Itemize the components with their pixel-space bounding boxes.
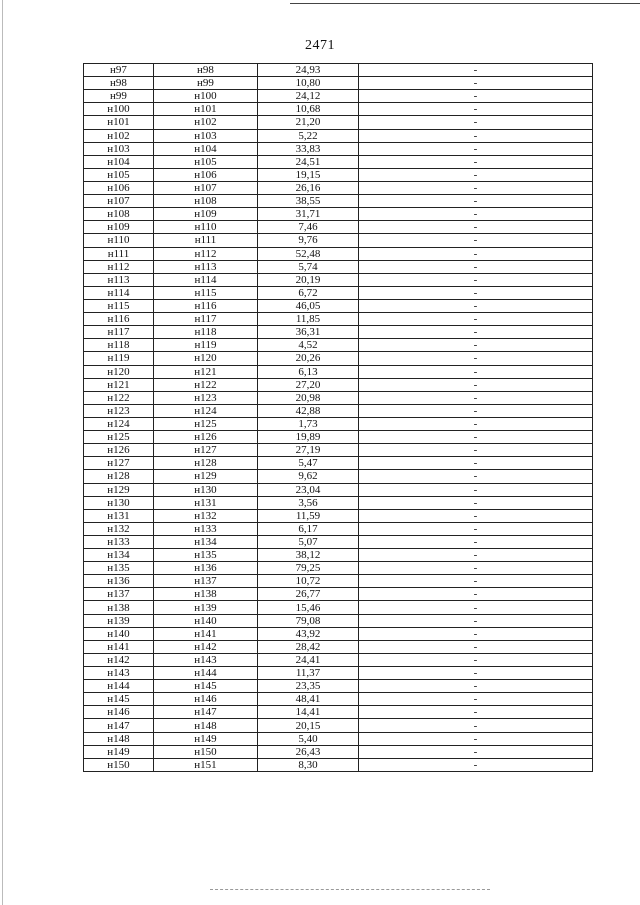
from-point-cell: н127 xyxy=(84,457,154,470)
to-point-cell: н145 xyxy=(154,680,258,693)
distance-cell: 19,15 xyxy=(258,168,359,181)
table-row xyxy=(84,457,593,470)
from-point-cell: н129 xyxy=(84,483,154,496)
note-cell: - xyxy=(359,90,593,103)
note-cell: - xyxy=(359,483,593,496)
table-row xyxy=(84,378,593,391)
to-point-cell: н121 xyxy=(154,365,258,378)
distance-cell: 9,76 xyxy=(258,234,359,247)
from-point-cell: н118 xyxy=(84,339,154,352)
from-point-cell: н113 xyxy=(84,273,154,286)
from-point-cell: н103 xyxy=(84,142,154,155)
distance-cell: 10,68 xyxy=(258,103,359,116)
note-cell: - xyxy=(359,745,593,758)
table-row xyxy=(84,404,593,417)
from-point-cell: н107 xyxy=(84,195,154,208)
to-point-cell: н106 xyxy=(154,168,258,181)
from-point-cell: н148 xyxy=(84,732,154,745)
from-point-cell: н146 xyxy=(84,706,154,719)
distance-cell: 21,20 xyxy=(258,116,359,129)
to-point-cell: н114 xyxy=(154,273,258,286)
note-cell: - xyxy=(359,142,593,155)
distance-cell: 31,71 xyxy=(258,208,359,221)
distance-cell: 5,40 xyxy=(258,732,359,745)
table-row xyxy=(84,234,593,247)
table-row xyxy=(84,273,593,286)
table-row xyxy=(84,732,593,745)
distance-cell: 3,56 xyxy=(258,496,359,509)
from-point-cell: н128 xyxy=(84,470,154,483)
distance-cell: 43,92 xyxy=(258,627,359,640)
note-cell: - xyxy=(359,627,593,640)
table-row xyxy=(84,64,593,77)
distance-cell: 79,08 xyxy=(258,614,359,627)
table-row xyxy=(84,627,593,640)
note-cell: - xyxy=(359,286,593,299)
table-row xyxy=(84,77,593,90)
distance-cell: 42,88 xyxy=(258,404,359,417)
from-point-cell: н120 xyxy=(84,365,154,378)
from-point-cell: н116 xyxy=(84,313,154,326)
from-point-cell: н142 xyxy=(84,653,154,666)
note-cell: - xyxy=(359,234,593,247)
distance-cell: 10,80 xyxy=(258,77,359,90)
from-point-cell: н121 xyxy=(84,378,154,391)
note-cell: - xyxy=(359,129,593,142)
to-point-cell: н137 xyxy=(154,575,258,588)
note-cell: - xyxy=(359,365,593,378)
from-point-cell: н117 xyxy=(84,326,154,339)
distance-cell: 20,26 xyxy=(258,352,359,365)
from-point-cell: н106 xyxy=(84,181,154,194)
to-point-cell: н103 xyxy=(154,129,258,142)
note-cell: - xyxy=(359,549,593,562)
note-cell: - xyxy=(359,640,593,653)
table-row xyxy=(84,444,593,457)
distance-cell: 52,48 xyxy=(258,247,359,260)
note-cell: - xyxy=(359,77,593,90)
note-cell: - xyxy=(359,535,593,548)
from-point-cell: н130 xyxy=(84,496,154,509)
distance-cell: 8,30 xyxy=(258,758,359,771)
table-row xyxy=(84,103,593,116)
table-row xyxy=(84,391,593,404)
note-cell: - xyxy=(359,352,593,365)
from-point-cell: н100 xyxy=(84,103,154,116)
from-point-cell: н132 xyxy=(84,522,154,535)
note-cell: - xyxy=(359,693,593,706)
from-point-cell: н98 xyxy=(84,77,154,90)
note-cell: - xyxy=(359,522,593,535)
table-row xyxy=(84,326,593,339)
to-point-cell: н98 xyxy=(154,64,258,77)
note-cell: - xyxy=(359,509,593,522)
from-point-cell: н99 xyxy=(84,90,154,103)
table-row xyxy=(84,653,593,666)
from-point-cell: н125 xyxy=(84,431,154,444)
from-point-cell: н143 xyxy=(84,667,154,680)
table-row xyxy=(84,483,593,496)
distance-cell: 1,73 xyxy=(258,417,359,430)
from-point-cell: н144 xyxy=(84,680,154,693)
from-point-cell: н101 xyxy=(84,116,154,129)
note-cell: - xyxy=(359,208,593,221)
distance-cell: 36,31 xyxy=(258,326,359,339)
distance-cell: 38,12 xyxy=(258,549,359,562)
distance-cell: 27,19 xyxy=(258,444,359,457)
to-point-cell: н136 xyxy=(154,562,258,575)
table-row xyxy=(84,116,593,129)
from-point-cell: н140 xyxy=(84,627,154,640)
from-point-cell: н108 xyxy=(84,208,154,221)
to-point-cell: н123 xyxy=(154,391,258,404)
from-point-cell: н137 xyxy=(84,588,154,601)
note-cell: - xyxy=(359,391,593,404)
note-cell: - xyxy=(359,680,593,693)
note-cell: - xyxy=(359,221,593,234)
table-row xyxy=(84,339,593,352)
to-point-cell: н139 xyxy=(154,601,258,614)
note-cell: - xyxy=(359,457,593,470)
from-point-cell: н139 xyxy=(84,614,154,627)
note-cell: - xyxy=(359,444,593,457)
page-number: 2471 xyxy=(305,38,335,53)
to-point-cell: н112 xyxy=(154,247,258,260)
note-cell: - xyxy=(359,168,593,181)
distance-cell: 20,19 xyxy=(258,273,359,286)
to-point-cell: н146 xyxy=(154,693,258,706)
table-row xyxy=(84,680,593,693)
table-row xyxy=(84,352,593,365)
table-row xyxy=(84,247,593,260)
note-cell: - xyxy=(359,339,593,352)
table-row xyxy=(84,417,593,430)
from-point-cell: н141 xyxy=(84,640,154,653)
to-point-cell: н135 xyxy=(154,549,258,562)
from-point-cell: н135 xyxy=(84,562,154,575)
distance-cell: 11,59 xyxy=(258,509,359,522)
from-point-cell: н104 xyxy=(84,155,154,168)
table-row xyxy=(84,313,593,326)
to-point-cell: н138 xyxy=(154,588,258,601)
to-point-cell: н133 xyxy=(154,522,258,535)
from-point-cell: н134 xyxy=(84,549,154,562)
distance-cell: 5,22 xyxy=(258,129,359,142)
from-point-cell: н114 xyxy=(84,286,154,299)
note-cell: - xyxy=(359,719,593,732)
distance-cell: 14,41 xyxy=(258,706,359,719)
distance-cell: 23,35 xyxy=(258,680,359,693)
note-cell: - xyxy=(359,575,593,588)
note-cell: - xyxy=(359,417,593,430)
table-row xyxy=(84,522,593,535)
distance-cell: 4,52 xyxy=(258,339,359,352)
table-row xyxy=(84,299,593,312)
note-cell: - xyxy=(359,404,593,417)
distance-cell: 28,42 xyxy=(258,640,359,653)
bottom-rule xyxy=(210,889,490,890)
to-point-cell: н125 xyxy=(154,417,258,430)
note-cell: - xyxy=(359,299,593,312)
distance-cell: 79,25 xyxy=(258,562,359,575)
distance-cell: 5,47 xyxy=(258,457,359,470)
to-point-cell: н141 xyxy=(154,627,258,640)
note-cell: - xyxy=(359,667,593,680)
from-point-cell: н119 xyxy=(84,352,154,365)
to-point-cell: н113 xyxy=(154,260,258,273)
table-row xyxy=(84,365,593,378)
distance-cell: 20,98 xyxy=(258,391,359,404)
to-point-cell: н109 xyxy=(154,208,258,221)
table-row xyxy=(84,181,593,194)
note-cell: - xyxy=(359,378,593,391)
to-point-cell: н143 xyxy=(154,653,258,666)
from-point-cell: н97 xyxy=(84,64,154,77)
note-cell: - xyxy=(359,155,593,168)
note-cell: - xyxy=(359,562,593,575)
to-point-cell: н134 xyxy=(154,535,258,548)
to-point-cell: н127 xyxy=(154,444,258,457)
to-point-cell: н126 xyxy=(154,431,258,444)
note-cell: - xyxy=(359,103,593,116)
to-point-cell: н130 xyxy=(154,483,258,496)
top-rule xyxy=(290,3,640,4)
table-row xyxy=(84,155,593,168)
note-cell: - xyxy=(359,653,593,666)
table-row xyxy=(84,588,593,601)
from-point-cell: н126 xyxy=(84,444,154,457)
distance-cell: 9,62 xyxy=(258,470,359,483)
note-cell: - xyxy=(359,181,593,194)
boundary-points-table xyxy=(83,63,593,772)
from-point-cell: н147 xyxy=(84,719,154,732)
distance-cell: 20,15 xyxy=(258,719,359,732)
to-point-cell: н151 xyxy=(154,758,258,771)
to-point-cell: н116 xyxy=(154,299,258,312)
from-point-cell: н102 xyxy=(84,129,154,142)
distance-cell: 48,41 xyxy=(258,693,359,706)
table-row xyxy=(84,431,593,444)
distance-cell: 7,46 xyxy=(258,221,359,234)
note-cell: - xyxy=(359,247,593,260)
distance-cell: 24,41 xyxy=(258,653,359,666)
table-row xyxy=(84,286,593,299)
to-point-cell: н140 xyxy=(154,614,258,627)
to-point-cell: н132 xyxy=(154,509,258,522)
to-point-cell: н122 xyxy=(154,378,258,391)
distance-cell: 6,17 xyxy=(258,522,359,535)
note-cell: - xyxy=(359,614,593,627)
table-row xyxy=(84,509,593,522)
note-cell: - xyxy=(359,470,593,483)
distance-cell: 6,72 xyxy=(258,286,359,299)
distance-cell: 11,85 xyxy=(258,313,359,326)
note-cell: - xyxy=(359,195,593,208)
from-point-cell: н109 xyxy=(84,221,154,234)
to-point-cell: н124 xyxy=(154,404,258,417)
to-point-cell: н101 xyxy=(154,103,258,116)
to-point-cell: н118 xyxy=(154,326,258,339)
to-point-cell: н147 xyxy=(154,706,258,719)
table-row xyxy=(84,667,593,680)
distance-cell: 24,93 xyxy=(258,64,359,77)
distance-cell: 23,04 xyxy=(258,483,359,496)
to-point-cell: н117 xyxy=(154,313,258,326)
table-row xyxy=(84,496,593,509)
from-point-cell: н111 xyxy=(84,247,154,260)
distance-cell: 27,20 xyxy=(258,378,359,391)
table-row xyxy=(84,549,593,562)
note-cell: - xyxy=(359,601,593,614)
from-point-cell: н123 xyxy=(84,404,154,417)
table-body xyxy=(84,64,593,772)
from-point-cell: н115 xyxy=(84,299,154,312)
distance-cell: 10,72 xyxy=(258,575,359,588)
to-point-cell: н131 xyxy=(154,496,258,509)
to-point-cell: н100 xyxy=(154,90,258,103)
from-point-cell: н138 xyxy=(84,601,154,614)
table-row xyxy=(84,693,593,706)
distance-cell: 15,46 xyxy=(258,601,359,614)
table-row xyxy=(84,535,593,548)
to-point-cell: н107 xyxy=(154,181,258,194)
distance-cell: 11,37 xyxy=(258,667,359,680)
note-cell: - xyxy=(359,116,593,129)
from-point-cell: н149 xyxy=(84,745,154,758)
to-point-cell: н142 xyxy=(154,640,258,653)
table-row xyxy=(84,260,593,273)
distance-cell: 33,83 xyxy=(258,142,359,155)
note-cell: - xyxy=(359,758,593,771)
table-row xyxy=(84,129,593,142)
table-row xyxy=(84,640,593,653)
distance-cell: 6,13 xyxy=(258,365,359,378)
note-cell: - xyxy=(359,260,593,273)
from-point-cell: н124 xyxy=(84,417,154,430)
to-point-cell: н128 xyxy=(154,457,258,470)
distance-cell: 38,55 xyxy=(258,195,359,208)
table-row xyxy=(84,706,593,719)
note-cell: - xyxy=(359,496,593,509)
table-row xyxy=(84,614,593,627)
table-row xyxy=(84,221,593,234)
from-point-cell: н133 xyxy=(84,535,154,548)
distance-cell: 24,51 xyxy=(258,155,359,168)
from-point-cell: н131 xyxy=(84,509,154,522)
table-row xyxy=(84,575,593,588)
to-point-cell: н120 xyxy=(154,352,258,365)
distance-cell: 24,12 xyxy=(258,90,359,103)
table-row xyxy=(84,168,593,181)
table-row xyxy=(84,90,593,103)
from-point-cell: н122 xyxy=(84,391,154,404)
from-point-cell: н110 xyxy=(84,234,154,247)
to-point-cell: н148 xyxy=(154,719,258,732)
to-point-cell: н150 xyxy=(154,745,258,758)
table-row xyxy=(84,601,593,614)
distance-cell: 26,77 xyxy=(258,588,359,601)
left-edge-rule xyxy=(2,0,3,905)
note-cell: - xyxy=(359,588,593,601)
note-cell: - xyxy=(359,313,593,326)
table-row xyxy=(84,562,593,575)
to-point-cell: н110 xyxy=(154,221,258,234)
note-cell: - xyxy=(359,326,593,339)
to-point-cell: н104 xyxy=(154,142,258,155)
table-row xyxy=(84,719,593,732)
table-row xyxy=(84,470,593,483)
distance-cell: 26,43 xyxy=(258,745,359,758)
to-point-cell: н149 xyxy=(154,732,258,745)
note-cell: - xyxy=(359,273,593,286)
to-point-cell: н119 xyxy=(154,339,258,352)
to-point-cell: н105 xyxy=(154,155,258,168)
to-point-cell: н129 xyxy=(154,470,258,483)
distance-cell: 26,16 xyxy=(258,181,359,194)
note-cell: - xyxy=(359,64,593,77)
table-row xyxy=(84,208,593,221)
to-point-cell: н102 xyxy=(154,116,258,129)
table-row xyxy=(84,142,593,155)
to-point-cell: н111 xyxy=(154,234,258,247)
note-cell: - xyxy=(359,732,593,745)
note-cell: - xyxy=(359,706,593,719)
to-point-cell: н99 xyxy=(154,77,258,90)
table-row xyxy=(84,745,593,758)
from-point-cell: н136 xyxy=(84,575,154,588)
table-row xyxy=(84,758,593,771)
from-point-cell: н150 xyxy=(84,758,154,771)
to-point-cell: н115 xyxy=(154,286,258,299)
from-point-cell: н112 xyxy=(84,260,154,273)
to-point-cell: н108 xyxy=(154,195,258,208)
to-point-cell: н144 xyxy=(154,667,258,680)
from-point-cell: н145 xyxy=(84,693,154,706)
distance-cell: 5,07 xyxy=(258,535,359,548)
distance-cell: 5,74 xyxy=(258,260,359,273)
table-row xyxy=(84,195,593,208)
distance-cell: 19,89 xyxy=(258,431,359,444)
note-cell: - xyxy=(359,431,593,444)
from-point-cell: н105 xyxy=(84,168,154,181)
distance-cell: 46,05 xyxy=(258,299,359,312)
